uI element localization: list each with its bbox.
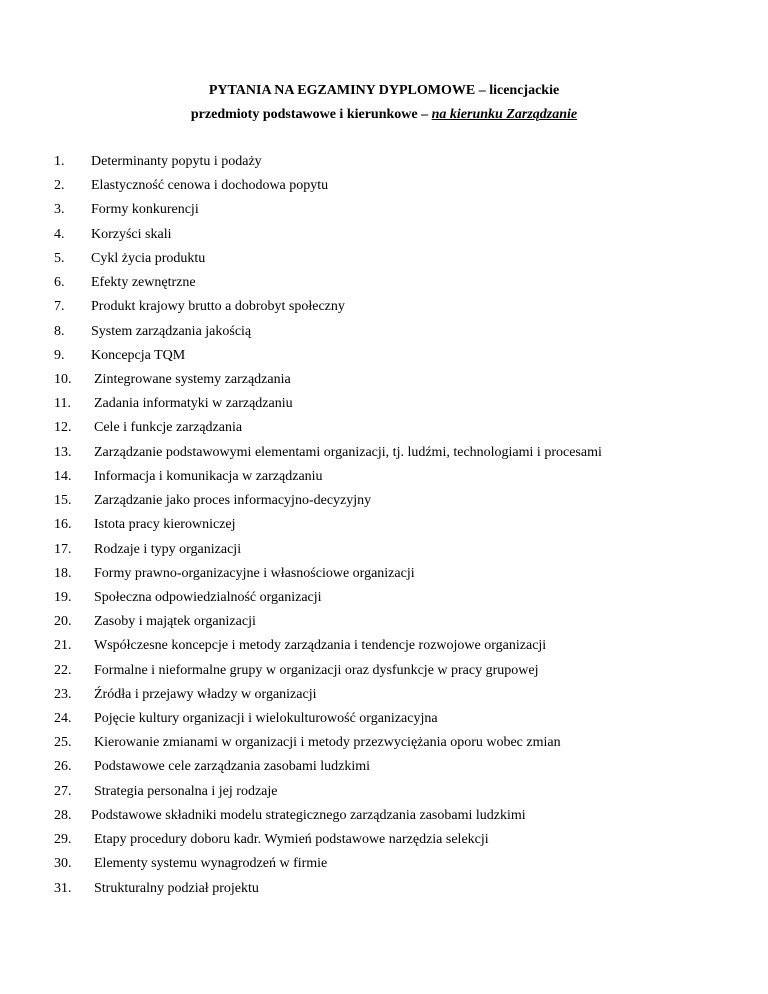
question-text: Zarządzanie jako proces informacyjno-decyzyjny [94,493,372,509]
question-number: 8. [54,323,65,339]
question-item [54,177,754,201]
question-text: Istota pracy kierowniczej [94,517,236,533]
question-number: 4. [54,226,65,242]
question-text: Formy konkurencji [91,202,199,218]
question-text: Determinanty popytu i podaży [91,154,262,169]
question-number: 16. [54,517,72,533]
question-item [54,637,754,661]
question-number: 29. [54,832,72,848]
question-text: Źródła i przejawy władzy w organizacji [94,686,317,702]
question-number: 1. [54,154,65,169]
question-number: 18. [54,565,72,581]
question-number: 25. [54,735,72,751]
question-text: Formalne i nieformalne grupy w organizacji oraz dysfunkcje w pracy grupowej [94,662,539,678]
question-text: Rodzaje i typy organizacji [94,541,242,557]
question-number: 9. [54,347,65,363]
question-item [54,613,754,637]
question-number: 20. [54,614,72,630]
question-text: Elementy systemu wynagrodzeń w firmie [94,856,328,872]
question-text: Koncepcja TQM [91,347,186,363]
question-number: 21. [54,638,72,654]
question-number: 19. [54,589,72,605]
question-number: 17. [54,541,72,557]
question-number: 7. [54,299,65,315]
question-item [54,298,754,322]
question-item [54,541,754,565]
question-item [54,492,754,516]
question-text: Pojęcie kultury organizacji i wielokulturowość organizacyjna [94,711,438,727]
question-number: 24. [54,711,72,727]
question-number: 30. [54,856,72,872]
question-number: 22. [54,662,72,678]
question-number: 31. [54,880,72,896]
question-list [54,153,754,904]
question-text: Zintegrowane systemy zarządzania [94,371,291,387]
question-item [54,565,754,589]
question-number: 3. [54,202,65,218]
question-text: Zadania informatyki w zarządzaniu [94,396,293,412]
question-text: Produkt krajowy brutto a dobrobyt społeczny [91,299,345,315]
question-item [54,468,754,492]
question-item [54,347,754,371]
question-text: Cele i funkcje zarządzania [94,420,243,436]
question-item [54,371,754,395]
question-item [54,734,754,758]
question-item [54,589,754,613]
question-number: 27. [54,783,72,799]
question-text: Elastyczność cenowa i dochodowa popytu [91,178,329,194]
question-text: Formy prawno-organizacyjne i własnościowe organizacji [94,565,415,581]
question-item [54,226,754,250]
document-subtitle [0,106,768,124]
question-number: 2. [54,178,65,194]
question-text: Cykl życia produktu [91,250,206,266]
question-text: Podstawowe cele zarządzania zasobami ludzkimi [94,759,370,775]
question-text: Strategia personalna i jej rodzaje [94,783,278,799]
document-title: PYTANIA NA EGZAMINY DYPLOMOWE – licencjackie [208,83,560,98]
question-text: Współczesne koncepcje i metody zarządzania i tendencje rozwojowe organizacji [94,638,547,654]
question-item [54,250,754,274]
question-item [54,516,754,540]
question-item [54,710,754,734]
question-text: System zarządzania jakością [91,323,252,339]
question-item [54,153,754,177]
question-number: 26. [54,759,72,775]
question-item [54,880,754,904]
question-item [54,662,754,686]
question-item [54,686,754,710]
question-number: 5. [54,250,65,266]
question-text: Podstawowe składniki modelu strategicznego zarządzania zasobami ludzkimi [91,807,526,823]
question-number: 11. [54,396,71,412]
question-item [54,274,754,298]
question-text: Kierowanie zmianami w organizacji i metody przezwyciężania oporu wobec zmian [94,735,561,751]
question-item [54,444,754,468]
question-number: 14. [54,468,72,484]
question-text: Strukturalny podział projektu [94,880,259,896]
question-text: Zasoby i majątek organizacji [94,614,256,630]
question-item [54,831,754,855]
subtitle-field-of-study: na kierunku Zarządzanie [431,107,578,122]
question-number: 15. [54,493,72,509]
question-item [54,758,754,782]
question-item [54,855,754,879]
question-number: 6. [54,275,65,291]
question-item [54,783,754,807]
question-number: 28. [54,807,72,823]
question-text: Informacja i komunikacja w zarządzaniu [94,468,323,484]
question-text: Etapy procedury doboru kadr. Wymień podstawowe narzędzia selekcji [94,832,489,848]
question-number: 13. [54,444,72,460]
question-number: 23. [54,686,72,702]
question-text: Społeczna odpowiedzialność organizacji [94,589,322,605]
question-item [54,419,754,443]
question-item [54,395,754,419]
question-text: Efekty zewnętrzne [91,275,196,291]
question-number: 10. [54,371,72,387]
question-item [54,323,754,347]
question-text: Zarządzanie podstawowymi elementami organizacji, tj. ludźmi, technologiami i procesami [94,444,602,460]
question-item [54,201,754,225]
question-item [54,807,754,831]
question-text: Korzyści skali [91,226,172,242]
subtitle-prefix: przedmioty podstawowe i kierunkowe – [190,107,432,122]
question-number: 12. [54,420,72,436]
